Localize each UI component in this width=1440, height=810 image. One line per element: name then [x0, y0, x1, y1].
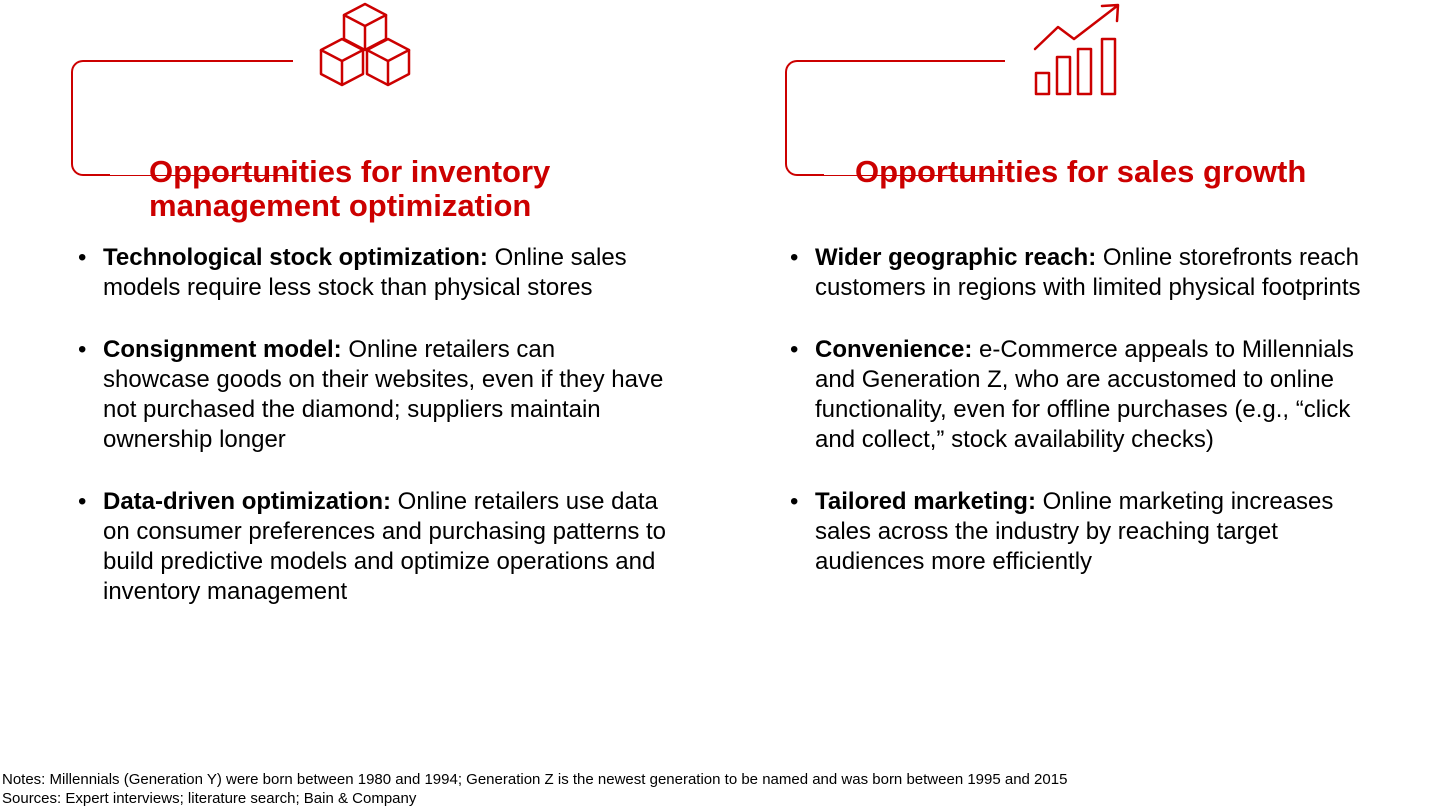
footnote-notes: Notes: Millennials (Generation Y) were born between 1980 and 1994; Generation Z is the newest generation to be named and was born between 1995 and 2015: [2, 771, 1068, 788]
bullet-text: Online sales models require less stock than physical stores: [103, 244, 627, 301]
bullet-dot: •: [790, 488, 799, 515]
bullet-heading: Convenience:: [815, 336, 973, 363]
bullet-text: Online retailers can showcase goods on their websites, even if they have not purchased the diamond; suppliers maintain ownership longer: [103, 336, 664, 453]
bullet-text: Online storefronts reach customers in regions with limited physical footprints: [815, 244, 1361, 301]
sales-bullet-list: [790, 243, 1380, 577]
list-item: [78, 487, 668, 607]
cubes-icon: [318, 2, 412, 94]
bullet-dot: •: [790, 336, 799, 363]
inventory-title: Opportunities for inventory management optimization: [149, 154, 551, 223]
list-item: [790, 335, 1380, 455]
bullet-dot: •: [78, 336, 87, 363]
sales-growth-title: Opportunities for sales growth: [855, 154, 1307, 189]
footnote-sources: Sources: Expert interviews; literature search; Bain & Company: [2, 790, 417, 807]
growth-chart-icon: [1032, 2, 1122, 96]
inventory-bullet-list: [78, 243, 668, 607]
bullet-dot: •: [78, 488, 87, 515]
bullet-text: Online marketing increases sales across the industry by reaching target audiences more efficiently: [815, 488, 1334, 575]
bullet-text: Online retailers use data on consumer preferences and purchasing patterns to build predictive models and optimize operations and inventory management: [103, 488, 667, 605]
bullet-heading: Data-driven optimization:: [103, 488, 392, 515]
list-item: [790, 487, 1380, 577]
bullet-dot: •: [790, 244, 799, 271]
bullet-heading: Technological stock optimization:: [103, 244, 488, 271]
bullet-heading: Wider geographic reach:: [815, 244, 1097, 271]
bullet-heading: Consignment model:: [103, 336, 342, 363]
bullet-dot: •: [78, 244, 87, 271]
bullet-text: e-Commerce appeals to Millennials and Generation Z, who are accustomed to online functionality, even for offline purchases (e.g., “click and collect,” stock availability checks): [815, 336, 1354, 453]
list-item: [790, 243, 1380, 303]
list-item: [78, 243, 668, 303]
list-item: [78, 335, 668, 455]
bullet-heading: Tailored marketing:: [815, 488, 1036, 515]
